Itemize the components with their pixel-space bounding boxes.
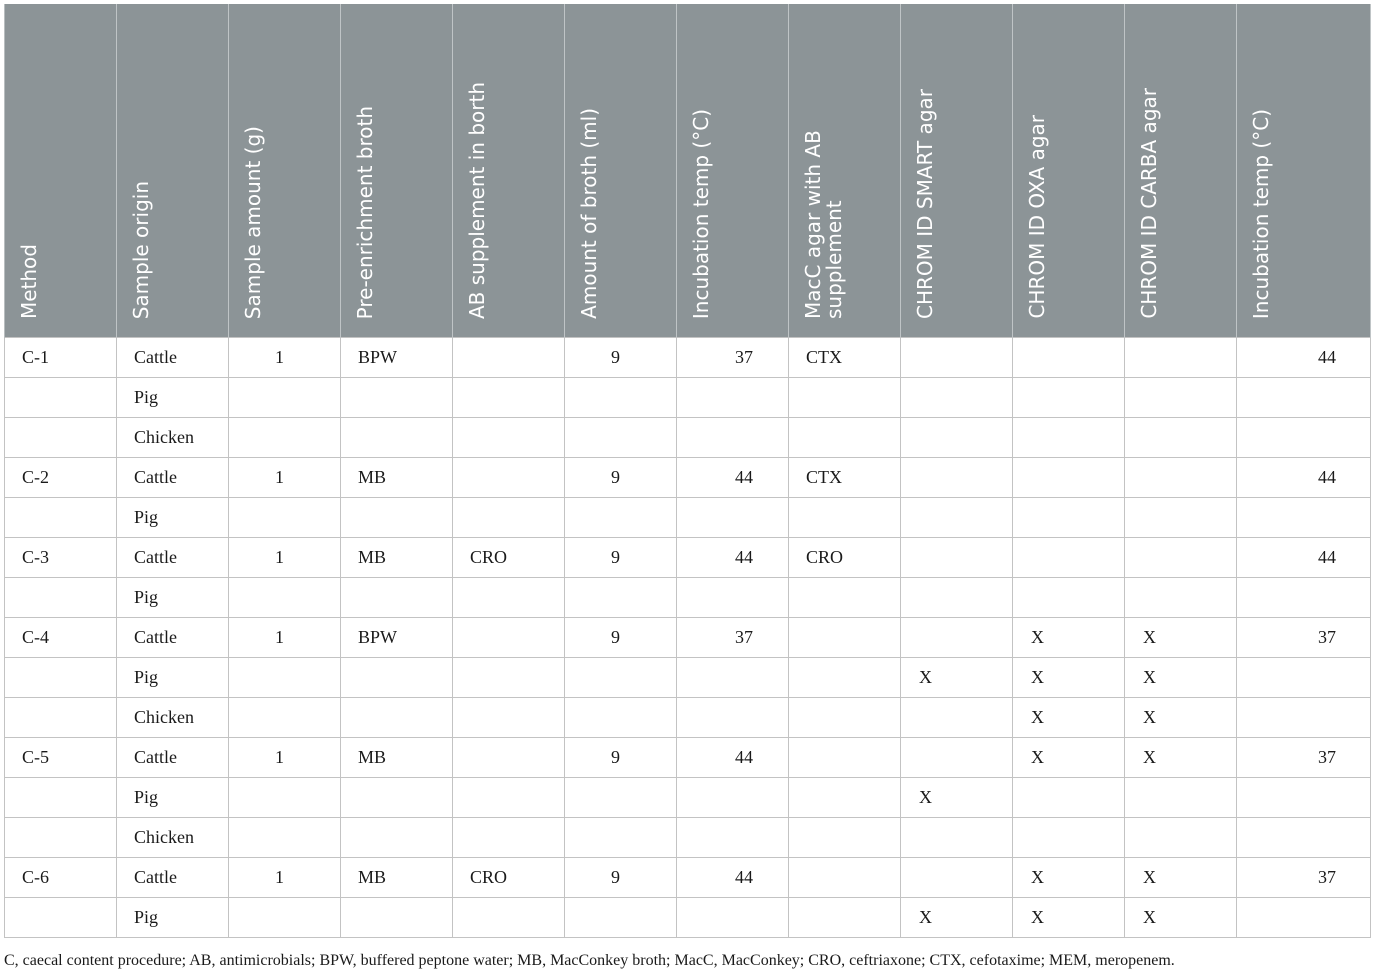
- cell-ab-supplement-broth: CRO: [453, 538, 565, 578]
- cell-chrom-smart: [901, 418, 1013, 458]
- cell-incubation-temp-broth: 37: [677, 338, 789, 378]
- cell-sample-origin: Chicken: [117, 418, 229, 458]
- table-row: [5, 498, 1371, 538]
- cell-incubation-temp-agar: [1237, 818, 1371, 858]
- cell-incubation-temp-agar: [1237, 778, 1371, 818]
- cell-macc-agar-supplement: CRO: [789, 538, 901, 578]
- cell-sample-amount: [229, 658, 341, 698]
- cell-incubation-temp-agar: 44: [1237, 538, 1371, 578]
- header-chrom-oxa: CHROM ID OXA agar: [1013, 4, 1125, 338]
- cell-ab-supplement-broth: [453, 458, 565, 498]
- cell-sample-origin: Pig: [117, 498, 229, 538]
- cell-incubation-temp-broth: [677, 578, 789, 618]
- cell-sample-origin: Cattle: [117, 738, 229, 778]
- cell-incubation-temp-agar: 44: [1237, 338, 1371, 378]
- cell-incubation-temp-agar: 37: [1237, 858, 1371, 898]
- cell-method: [5, 658, 117, 698]
- cell-pre-enrichment-broth: [341, 578, 453, 618]
- cell-chrom-carba: X: [1125, 618, 1237, 658]
- cell-amount-of-broth: [565, 658, 677, 698]
- cell-chrom-smart: X: [901, 778, 1013, 818]
- cell-sample-origin: Cattle: [117, 858, 229, 898]
- cell-macc-agar-supplement: [789, 898, 901, 938]
- cell-chrom-smart: [901, 738, 1013, 778]
- cell-pre-enrichment-broth: BPW: [341, 618, 453, 658]
- cell-sample-amount: 1: [229, 738, 341, 778]
- cell-method: C-5: [5, 738, 117, 778]
- cell-amount-of-broth: 9: [565, 458, 677, 498]
- header-pre-enrichment-broth: Pre-enrichment broth: [341, 4, 453, 338]
- header-sample-origin: Sample origin: [117, 4, 229, 338]
- cell-ab-supplement-broth: [453, 778, 565, 818]
- cell-sample-amount: 1: [229, 338, 341, 378]
- cell-pre-enrichment-broth: MB: [341, 738, 453, 778]
- cell-incubation-temp-broth: [677, 898, 789, 938]
- cell-amount-of-broth: [565, 498, 677, 538]
- cell-method: [5, 818, 117, 858]
- cell-sample-amount: 1: [229, 618, 341, 658]
- cell-macc-agar-supplement: [789, 818, 901, 858]
- cell-chrom-smart: X: [901, 658, 1013, 698]
- cell-ab-supplement-broth: [453, 578, 565, 618]
- cell-pre-enrichment-broth: [341, 418, 453, 458]
- cell-chrom-carba: [1125, 418, 1237, 458]
- cell-sample-amount: [229, 778, 341, 818]
- cell-sample-origin: Cattle: [117, 538, 229, 578]
- cell-pre-enrichment-broth: MB: [341, 458, 453, 498]
- cell-pre-enrichment-broth: [341, 818, 453, 858]
- cell-macc-agar-supplement: [789, 778, 901, 818]
- cell-pre-enrichment-broth: [341, 778, 453, 818]
- cell-chrom-oxa: [1013, 778, 1125, 818]
- table-row: [5, 338, 1371, 378]
- cell-method: [5, 778, 117, 818]
- table-row: [5, 578, 1371, 618]
- cell-method: C-1: [5, 338, 117, 378]
- cell-incubation-temp-broth: [677, 698, 789, 738]
- cell-chrom-carba: X: [1125, 658, 1237, 698]
- cell-chrom-smart: [901, 618, 1013, 658]
- cell-chrom-carba: X: [1125, 738, 1237, 778]
- cell-method: C-4: [5, 618, 117, 658]
- cell-incubation-temp-agar: [1237, 498, 1371, 538]
- cell-method: [5, 698, 117, 738]
- cell-macc-agar-supplement: CTX: [789, 458, 901, 498]
- cell-ab-supplement-broth: [453, 698, 565, 738]
- cell-macc-agar-supplement: [789, 618, 901, 658]
- cell-incubation-temp-agar: 37: [1237, 618, 1371, 658]
- header-chrom-smart: CHROM ID SMART agar: [901, 4, 1013, 338]
- header-chrom-carba: CHROM ID CARBA agar: [1125, 4, 1237, 338]
- cell-chrom-carba: X: [1125, 698, 1237, 738]
- cell-sample-amount: 1: [229, 858, 341, 898]
- cell-amount-of-broth: [565, 578, 677, 618]
- cell-chrom-oxa: [1013, 458, 1125, 498]
- header-amount-of-broth: Amount of broth (ml): [565, 4, 677, 338]
- table-row: [5, 818, 1371, 858]
- cell-chrom-oxa: X: [1013, 658, 1125, 698]
- cell-macc-agar-supplement: CTX: [789, 338, 901, 378]
- cell-pre-enrichment-broth: [341, 378, 453, 418]
- cell-ab-supplement-broth: [453, 738, 565, 778]
- cell-amount-of-broth: [565, 378, 677, 418]
- cell-pre-enrichment-broth: [341, 698, 453, 738]
- cell-incubation-temp-agar: 37: [1237, 738, 1371, 778]
- cell-chrom-oxa: X: [1013, 858, 1125, 898]
- header-row: [5, 4, 1371, 338]
- cell-macc-agar-supplement: [789, 738, 901, 778]
- cell-macc-agar-supplement: [789, 578, 901, 618]
- cell-chrom-oxa: [1013, 378, 1125, 418]
- cell-chrom-carba: [1125, 538, 1237, 578]
- cell-ab-supplement-broth: CRO: [453, 858, 565, 898]
- header-ab-supplement-broth: AB supplement in borth: [453, 4, 565, 338]
- cell-incubation-temp-broth: 44: [677, 738, 789, 778]
- cell-amount-of-broth: [565, 818, 677, 858]
- cell-method: C-6: [5, 858, 117, 898]
- cell-sample-origin: Chicken: [117, 698, 229, 738]
- cell-ab-supplement-broth: [453, 658, 565, 698]
- cell-incubation-temp-broth: [677, 378, 789, 418]
- cell-sample-origin: Pig: [117, 578, 229, 618]
- cell-macc-agar-supplement: [789, 698, 901, 738]
- cell-sample-origin: Pig: [117, 378, 229, 418]
- cell-incubation-temp-broth: [677, 658, 789, 698]
- table-row: [5, 778, 1371, 818]
- cell-incubation-temp-broth: [677, 818, 789, 858]
- cell-chrom-oxa: [1013, 338, 1125, 378]
- header-incubation-temp-broth: Incubation temp (°C): [677, 4, 789, 338]
- cell-chrom-smart: [901, 498, 1013, 538]
- cell-sample-amount: [229, 898, 341, 938]
- cell-sample-amount: [229, 378, 341, 418]
- table-body: [5, 338, 1371, 938]
- cell-incubation-temp-broth: [677, 498, 789, 538]
- cell-incubation-temp-agar: [1237, 658, 1371, 698]
- cell-incubation-temp-broth: [677, 778, 789, 818]
- cell-amount-of-broth: 9: [565, 618, 677, 658]
- cell-amount-of-broth: [565, 898, 677, 938]
- cell-sample-origin: Cattle: [117, 338, 229, 378]
- header-method: Method: [5, 4, 117, 338]
- cell-ab-supplement-broth: [453, 898, 565, 938]
- table-row: [5, 858, 1371, 898]
- cell-pre-enrichment-broth: MB: [341, 858, 453, 898]
- cell-chrom-carba: X: [1125, 898, 1237, 938]
- header-macc-agar: MacC agar with AB supplement: [789, 4, 901, 338]
- cell-sample-amount: [229, 498, 341, 538]
- cell-chrom-oxa: X: [1013, 898, 1125, 938]
- cell-incubation-temp-agar: [1237, 418, 1371, 458]
- cell-chrom-smart: [901, 338, 1013, 378]
- table-row: [5, 538, 1371, 578]
- cell-chrom-carba: [1125, 458, 1237, 498]
- cell-incubation-temp-broth: 44: [677, 858, 789, 898]
- cell-pre-enrichment-broth: [341, 498, 453, 538]
- cell-method: [5, 578, 117, 618]
- cell-chrom-smart: [901, 538, 1013, 578]
- cell-chrom-oxa: X: [1013, 618, 1125, 658]
- cell-sample-amount: 1: [229, 458, 341, 498]
- cell-amount-of-broth: [565, 778, 677, 818]
- cell-pre-enrichment-broth: [341, 658, 453, 698]
- cell-macc-agar-supplement: [789, 858, 901, 898]
- cell-ab-supplement-broth: [453, 418, 565, 458]
- cell-amount-of-broth: 9: [565, 338, 677, 378]
- cell-sample-origin: Pig: [117, 778, 229, 818]
- cell-sample-amount: 1: [229, 538, 341, 578]
- cell-incubation-temp-broth: 37: [677, 618, 789, 658]
- cell-chrom-smart: X: [901, 898, 1013, 938]
- cell-pre-enrichment-broth: BPW: [341, 338, 453, 378]
- cell-chrom-smart: [901, 698, 1013, 738]
- cell-chrom-smart: [901, 578, 1013, 618]
- cell-macc-agar-supplement: [789, 378, 901, 418]
- cell-chrom-carba: [1125, 818, 1237, 858]
- cell-chrom-carba: [1125, 578, 1237, 618]
- cell-amount-of-broth: 9: [565, 738, 677, 778]
- cell-chrom-oxa: [1013, 578, 1125, 618]
- cell-incubation-temp-agar: [1237, 898, 1371, 938]
- table-row: [5, 618, 1371, 658]
- cell-chrom-oxa: [1013, 538, 1125, 578]
- cell-macc-agar-supplement: [789, 658, 901, 698]
- cell-incubation-temp-broth: 44: [677, 538, 789, 578]
- header-incubation-temp-agar: Incubation temp (°C): [1237, 4, 1371, 338]
- table-row: [5, 698, 1371, 738]
- table-row: [5, 898, 1371, 938]
- cell-ab-supplement-broth: [453, 338, 565, 378]
- cell-chrom-oxa: X: [1013, 698, 1125, 738]
- cell-macc-agar-supplement: [789, 498, 901, 538]
- cell-pre-enrichment-broth: [341, 898, 453, 938]
- table-row: [5, 738, 1371, 778]
- cell-chrom-smart: [901, 858, 1013, 898]
- cell-amount-of-broth: 9: [565, 538, 677, 578]
- cell-sample-origin: Pig: [117, 898, 229, 938]
- cell-macc-agar-supplement: [789, 418, 901, 458]
- cell-method: [5, 498, 117, 538]
- cell-chrom-carba: [1125, 378, 1237, 418]
- cell-sample-origin: Cattle: [117, 458, 229, 498]
- cell-ab-supplement-broth: [453, 498, 565, 538]
- table-row: [5, 458, 1371, 498]
- cell-chrom-carba: [1125, 778, 1237, 818]
- table-row: [5, 418, 1371, 458]
- cell-ab-supplement-broth: [453, 618, 565, 658]
- cell-incubation-temp-agar: [1237, 378, 1371, 418]
- cell-pre-enrichment-broth: MB: [341, 538, 453, 578]
- cell-sample-amount: [229, 418, 341, 458]
- cell-chrom-oxa: [1013, 418, 1125, 458]
- cell-incubation-temp-broth: 44: [677, 458, 789, 498]
- cell-chrom-carba: [1125, 338, 1237, 378]
- cell-chrom-oxa: [1013, 818, 1125, 858]
- cell-method: [5, 378, 117, 418]
- cell-chrom-carba: [1125, 498, 1237, 538]
- table-row: [5, 378, 1371, 418]
- cell-sample-origin: Cattle: [117, 618, 229, 658]
- cell-chrom-smart: [901, 818, 1013, 858]
- methods-table: [4, 4, 1371, 938]
- header-sample-amount: Sample amount (g): [229, 4, 341, 338]
- cell-method: C-2: [5, 458, 117, 498]
- cell-chrom-carba: X: [1125, 858, 1237, 898]
- cell-method: C-3: [5, 538, 117, 578]
- cell-amount-of-broth: [565, 418, 677, 458]
- cell-chrom-oxa: X: [1013, 738, 1125, 778]
- cell-incubation-temp-agar: [1237, 698, 1371, 738]
- cell-amount-of-broth: [565, 698, 677, 738]
- cell-ab-supplement-broth: [453, 818, 565, 858]
- table-row: [5, 658, 1371, 698]
- cell-sample-origin: Pig: [117, 658, 229, 698]
- cell-chrom-oxa: [1013, 498, 1125, 538]
- cell-method: [5, 898, 117, 938]
- cell-chrom-smart: [901, 458, 1013, 498]
- cell-method: [5, 418, 117, 458]
- cell-incubation-temp-agar: [1237, 578, 1371, 618]
- cell-ab-supplement-broth: [453, 378, 565, 418]
- cell-incubation-temp-broth: [677, 418, 789, 458]
- cell-sample-origin: Chicken: [117, 818, 229, 858]
- cell-incubation-temp-agar: 44: [1237, 458, 1371, 498]
- table-footnote: C, caecal content procedure; AB, antimicrobials; BPW, buffered peptone water; MB, MacConkey broth; MacC, MacConkey; CRO, ceftriaxone; CTX, cefotaxime; MEM, meropenem.: [4, 952, 1175, 969]
- cell-chrom-smart: [901, 378, 1013, 418]
- cell-sample-amount: [229, 698, 341, 738]
- cell-sample-amount: [229, 818, 341, 858]
- cell-sample-amount: [229, 578, 341, 618]
- cell-amount-of-broth: 9: [565, 858, 677, 898]
